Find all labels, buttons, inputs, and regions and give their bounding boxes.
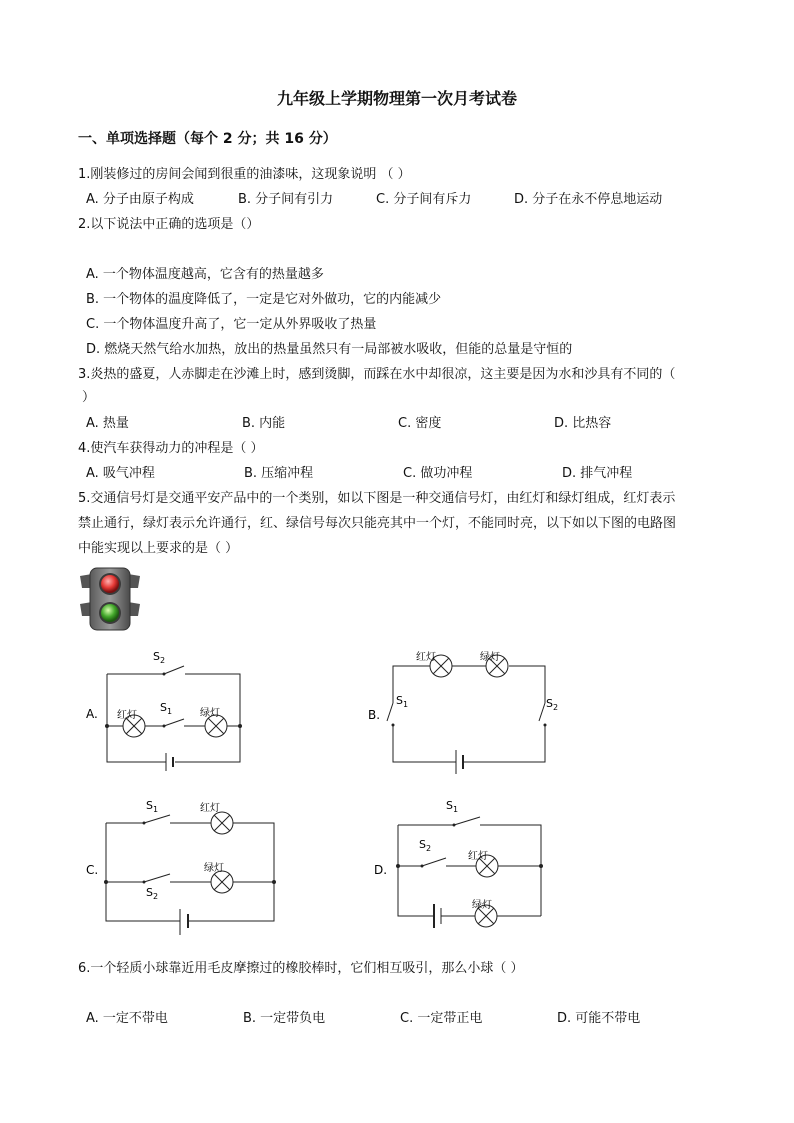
circuit-diagram-c (80, 795, 280, 940)
question-3-stem-line2: ） (82, 390, 96, 405)
q6-option-a[interactable]: A. 一定不带电 (86, 1011, 168, 1026)
circuit-a-s1-label: S (160, 701, 167, 714)
q2-option-d[interactable]: D. 燃烧天然气给水加热，放出的热量虽然只有一局部被水吸收，但能的总量是守恒的 (86, 342, 573, 357)
svg-text:1: 1 (453, 805, 459, 814)
q1-option-c[interactable]: C. 分子间有斥力 (376, 192, 472, 207)
circuit-c-green-label: 绿灯 (204, 863, 224, 874)
question-4-stem: 4.使汽车获得动力的冲程是（ ） (78, 441, 264, 456)
q4-option-d[interactable]: D. 排气冲程 (562, 466, 633, 481)
circuit-b-letter: B. (368, 708, 381, 722)
circuit-diagram-d (372, 795, 552, 940)
circuit-b-green-label: 绿灯 (480, 652, 500, 663)
circuit-diagram-b (362, 645, 562, 780)
circuit-d-red-label: 红灯 (468, 851, 488, 862)
q4-option-c[interactable]: C. 做功冲程 (403, 466, 473, 481)
question-5-stem-line1: 5.交通信号灯是交通平安产品中的一个类别，如以下图是一种交通信号灯，由红灯和绿灯组成，红灯表示 (78, 491, 676, 506)
question-5-stem-line3: 中能实现以上要求的是（ ） (78, 541, 239, 556)
q1-option-d[interactable]: D. 分子在永不停息地运动 (514, 192, 663, 207)
question-1-stem: 1.刚装修过的房间会闻到很重的油漆味，这现象说明 （ ） (78, 167, 411, 182)
question-3-stem-line1: 3.炎热的盛夏，人赤脚走在沙滩上时，感到烫脚，而踩在水中却很凉，这主要是因为水和沙具有不同的（ (78, 367, 676, 382)
q1-option-b[interactable]: B. 分子间有引力 (238, 192, 334, 207)
circuit-diagram-a (80, 645, 260, 780)
q1-option-a[interactable]: A. 分子由原子构成 (86, 192, 194, 207)
exam-title: 九年级上学期物理第一次月考试卷 (276, 89, 517, 108)
q2-option-b[interactable]: B. 一个物体的温度降低了，一定是它对外做功，它的内能减少 (86, 292, 442, 307)
q3-option-b[interactable]: B. 内能 (242, 416, 286, 431)
q2-option-a[interactable]: A. 一个物体温度越高，它含有的热量越多 (86, 267, 324, 282)
circuit-c-red-label: 红灯 (200, 803, 220, 814)
question-5-stem-line2: 禁止通行，绿灯表示允许通行，红、绿信号每次只能亮其中一个灯，不能同时亮，以下如以下图的电路图 (78, 516, 677, 531)
circuit-a-letter: A. (86, 707, 98, 721)
q6-option-d[interactable]: D. 可能不带电 (557, 1011, 641, 1026)
q3-option-a[interactable]: A. 热量 (86, 416, 129, 431)
q3-option-c[interactable]: C. 密度 (398, 416, 442, 431)
q4-option-b[interactable]: B. 压缩冲程 (244, 466, 314, 481)
circuit-b-red-label: 红灯 (416, 652, 436, 663)
q2-option-c[interactable]: C. 一个物体温度升高了，它一定从外界吸收了热量 (86, 317, 377, 332)
circuit-c-s1-label: S (146, 799, 153, 812)
svg-text:2: 2 (553, 703, 559, 712)
q6-option-b[interactable]: B. 一定带负电 (243, 1011, 326, 1026)
q6-option-c[interactable]: C. 一定带正电 (400, 1011, 483, 1026)
svg-text:2: 2 (153, 892, 159, 901)
q4-option-a[interactable]: A. 吸气冲程 (86, 466, 155, 481)
svg-text:1: 1 (153, 805, 159, 814)
circuit-a-green-label: 绿灯 (200, 708, 220, 719)
circuit-d-s1-label: S (446, 799, 453, 812)
circuit-b-s1-label: S (396, 694, 403, 707)
circuit-d-s2-label: S (419, 838, 426, 851)
svg-text:1: 1 (403, 700, 409, 709)
circuit-d-green-label: 绿灯 (472, 900, 492, 911)
svg-text:1: 1 (167, 707, 173, 716)
circuit-a-red-label: 红灯 (117, 710, 137, 721)
circuit-b-s2-label: S (546, 697, 553, 710)
svg-text:2: 2 (160, 656, 166, 665)
question-6-stem: 6.一个轻质小球靠近用毛皮摩擦过的橡胶棒时，它们相互吸引，那么小球（ ） (78, 961, 524, 976)
q3-option-d[interactable]: D. 比热容 (554, 416, 612, 431)
question-2-stem: 2.以下说法中正确的选项是（） (78, 217, 260, 232)
section-heading: 一、单项选择题（每个 2 分；共 16 分） (78, 131, 337, 147)
circuit-c-letter: C. (86, 863, 99, 877)
circuit-d-letter: D. (374, 863, 388, 877)
traffic-light-icon (78, 566, 142, 632)
svg-text:2: 2 (426, 844, 432, 853)
circuit-c-s2-label: S (146, 886, 153, 899)
circuit-a-s2-label: S (153, 650, 160, 663)
